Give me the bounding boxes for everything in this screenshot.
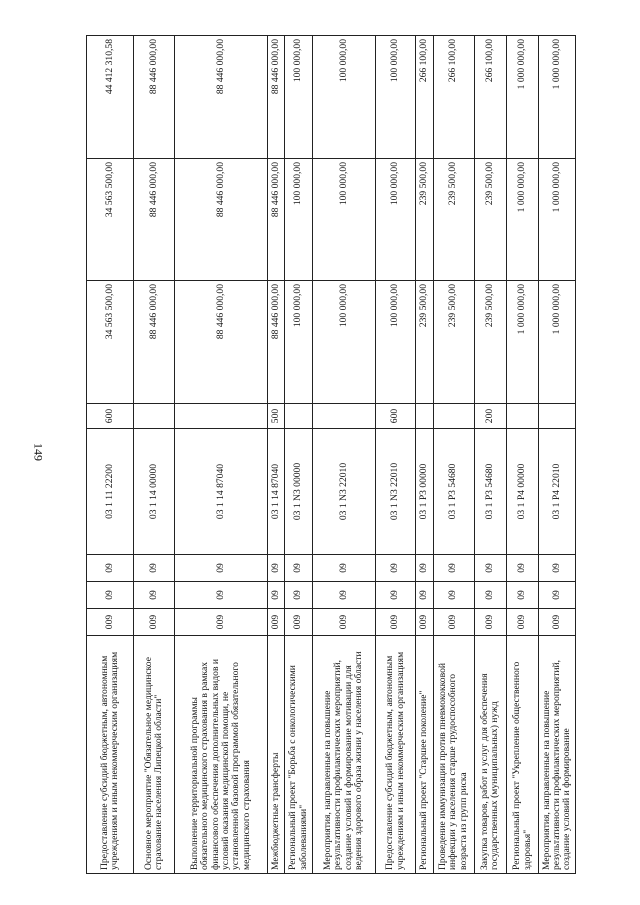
row-sum-3: 100 000,00 bbox=[375, 36, 416, 159]
row-sum-1: 88 446 000,00 bbox=[175, 281, 268, 404]
row-sum-3: 88 446 000,00 bbox=[134, 36, 175, 159]
row-sum-3: 266 100,00 bbox=[416, 36, 433, 159]
row-target-article: 03 1 N3 22010 bbox=[313, 429, 375, 555]
row-subsection: 09 bbox=[375, 555, 416, 582]
row-expense-type: 200 bbox=[474, 404, 506, 429]
row-expense-type bbox=[175, 404, 268, 429]
row-expense-type bbox=[313, 404, 375, 429]
table-row bbox=[539, 36, 576, 874]
row-subsection: 09 bbox=[539, 555, 576, 582]
row-section: 09 bbox=[313, 582, 375, 609]
row-expense-type: 500 bbox=[267, 404, 284, 429]
row-sum-3: 88 446 000,00 bbox=[175, 36, 268, 159]
row-expense-type: 600 bbox=[87, 404, 134, 429]
row-name: Региональный проект "Укрепление общественного здоровья" bbox=[506, 636, 538, 874]
row-expense-type bbox=[539, 404, 576, 429]
row-target-article: 03 1 P4 00000 bbox=[506, 429, 538, 555]
row-target-article: 03 1 N3 22010 bbox=[375, 429, 416, 555]
row-subsection: 09 bbox=[506, 555, 538, 582]
row-target-article: 03 1 P3 00000 bbox=[416, 429, 433, 555]
budget-table bbox=[86, 35, 576, 874]
row-subsection: 09 bbox=[474, 555, 506, 582]
row-sum-2: 1 000 000,00 bbox=[506, 159, 538, 281]
row-target-article: 03 1 11 22200 bbox=[87, 429, 134, 555]
row-sum-3: 1 000 000,00 bbox=[539, 36, 576, 159]
row-sum-2: 34 563 500,00 bbox=[87, 159, 134, 281]
table-row bbox=[134, 36, 175, 874]
row-code: 009 bbox=[474, 609, 506, 636]
row-section: 09 bbox=[87, 582, 134, 609]
row-sum-1: 239 500,00 bbox=[433, 281, 474, 404]
row-subsection: 09 bbox=[87, 555, 134, 582]
row-section: 09 bbox=[539, 582, 576, 609]
row-sum-1: 100 000,00 bbox=[285, 281, 313, 404]
row-subsection: 09 bbox=[433, 555, 474, 582]
row-sum-1: 34 563 500,00 bbox=[87, 281, 134, 404]
row-code: 009 bbox=[313, 609, 375, 636]
row-sum-1: 88 446 000,00 bbox=[267, 281, 284, 404]
row-subsection: 09 bbox=[134, 555, 175, 582]
row-expense-type bbox=[285, 404, 313, 429]
row-target-article: 03 1 P4 22010 bbox=[539, 429, 576, 555]
row-section: 09 bbox=[433, 582, 474, 609]
row-code: 009 bbox=[416, 609, 433, 636]
row-target-article: 03 1 14 87040 bbox=[175, 429, 268, 555]
row-section: 09 bbox=[506, 582, 538, 609]
row-section: 09 bbox=[285, 582, 313, 609]
row-name: Закупка товаров, работ и услуг для обеспечения государственных (муниципальных) нужд bbox=[474, 636, 506, 874]
row-sum-2: 239 500,00 bbox=[474, 159, 506, 281]
row-subsection: 09 bbox=[285, 555, 313, 582]
row-section: 09 bbox=[474, 582, 506, 609]
row-sum-1: 100 000,00 bbox=[375, 281, 416, 404]
row-sum-3: 266 100,00 bbox=[433, 36, 474, 159]
budget-table-container bbox=[86, 36, 576, 874]
table-row bbox=[175, 36, 268, 874]
row-section: 09 bbox=[416, 582, 433, 609]
row-name: Мероприятия, направленные на повышение результативности профилактических мероприятий, создание условий и формирование bbox=[539, 636, 576, 874]
row-name: Мероприятия, направленные на повышение результативности профилактических мероприятий, создание условий и формирование мотивации для ведения здорового образа жизни у населения области bbox=[313, 636, 375, 874]
row-sum-3: 266 100,00 bbox=[474, 36, 506, 159]
row-sum-1: 1 000 000,00 bbox=[506, 281, 538, 404]
row-section: 09 bbox=[375, 582, 416, 609]
row-code: 009 bbox=[87, 609, 134, 636]
row-sum-2: 239 500,00 bbox=[416, 159, 433, 281]
table-row bbox=[285, 36, 313, 874]
row-code: 009 bbox=[375, 609, 416, 636]
row-sum-2: 88 446 000,00 bbox=[267, 159, 284, 281]
table-row bbox=[474, 36, 506, 874]
row-sum-3: 88 446 000,00 bbox=[267, 36, 284, 159]
row-sum-2: 88 446 000,00 bbox=[134, 159, 175, 281]
row-subsection: 09 bbox=[175, 555, 268, 582]
row-name: Региональный проект "Борьба с онкологическими заболеваниями" bbox=[285, 636, 313, 874]
row-sum-2: 100 000,00 bbox=[313, 159, 375, 281]
table-row bbox=[267, 36, 284, 874]
row-sum-1: 88 446 000,00 bbox=[134, 281, 175, 404]
row-code: 009 bbox=[285, 609, 313, 636]
row-name: Выполнение территориальной программы обязательного медицинского страхования в рамках финансового обеспечения дополнительных видов и условий оказания медицинской помощи, не установленной базовой программой обязательного медицинского страхования bbox=[175, 636, 268, 874]
table-row bbox=[433, 36, 474, 874]
row-expense-type bbox=[416, 404, 433, 429]
table-row bbox=[506, 36, 538, 874]
row-sum-2: 88 446 000,00 bbox=[175, 159, 268, 281]
row-target-article: 03 1 P3 54680 bbox=[433, 429, 474, 555]
row-target-article: 03 1 P3 54680 bbox=[474, 429, 506, 555]
row-subsection: 09 bbox=[313, 555, 375, 582]
row-target-article: 03 1 14 87040 bbox=[267, 429, 284, 555]
table-row bbox=[375, 36, 416, 874]
row-name: Региональный проект "Старшее поколение" bbox=[416, 636, 433, 874]
row-code: 009 bbox=[134, 609, 175, 636]
row-expense-type bbox=[506, 404, 538, 429]
row-code: 009 bbox=[539, 609, 576, 636]
row-sum-2: 100 000,00 bbox=[285, 159, 313, 281]
row-code: 009 bbox=[433, 609, 474, 636]
page-number: 149 bbox=[31, 443, 46, 461]
row-sum-1: 239 500,00 bbox=[416, 281, 433, 404]
row-section: 09 bbox=[175, 582, 268, 609]
row-name: Межбюджетные трансферты bbox=[267, 636, 284, 874]
row-sum-1: 100 000,00 bbox=[313, 281, 375, 404]
row-subsection: 09 bbox=[267, 555, 284, 582]
row-sum-3: 44 412 310,58 bbox=[87, 36, 134, 159]
table-body bbox=[87, 36, 576, 874]
row-expense-type: 600 bbox=[375, 404, 416, 429]
row-sum-2: 1 000 000,00 bbox=[539, 159, 576, 281]
row-code: 009 bbox=[267, 609, 284, 636]
table-row bbox=[313, 36, 375, 874]
row-section: 09 bbox=[267, 582, 284, 609]
row-section: 09 bbox=[134, 582, 175, 609]
row-name: Основное мероприятие "Обязательное медицинское страхование населения Липецкой области" bbox=[134, 636, 175, 874]
row-name: Предоставление субсидий бюджетным, автономным учреждениям и иным некоммерческим организациям bbox=[87, 636, 134, 874]
row-sum-1: 239 500,00 bbox=[474, 281, 506, 404]
row-sum-3: 1 000 000,00 bbox=[506, 36, 538, 159]
row-code: 009 bbox=[506, 609, 538, 636]
row-sum-1: 1 000 000,00 bbox=[539, 281, 576, 404]
row-target-article: 03 1 14 00000 bbox=[134, 429, 175, 555]
row-code: 009 bbox=[175, 609, 268, 636]
row-name: Проведение иммунизации против пневмококковой инфекции у населения старше трудоспособного возраста из групп риска bbox=[433, 636, 474, 874]
row-sum-3: 100 000,00 bbox=[313, 36, 375, 159]
row-sum-2: 239 500,00 bbox=[433, 159, 474, 281]
row-sum-3: 100 000,00 bbox=[285, 36, 313, 159]
row-sum-2: 100 000,00 bbox=[375, 159, 416, 281]
row-name: Предоставление субсидий бюджетным, автономным учреждениям и иным некоммерческим организациям bbox=[375, 636, 416, 874]
row-target-article: 03 1 N3 00000 bbox=[285, 429, 313, 555]
table-row bbox=[416, 36, 433, 874]
row-expense-type bbox=[433, 404, 474, 429]
row-expense-type bbox=[134, 404, 175, 429]
row-subsection: 09 bbox=[416, 555, 433, 582]
table-row bbox=[87, 36, 134, 874]
